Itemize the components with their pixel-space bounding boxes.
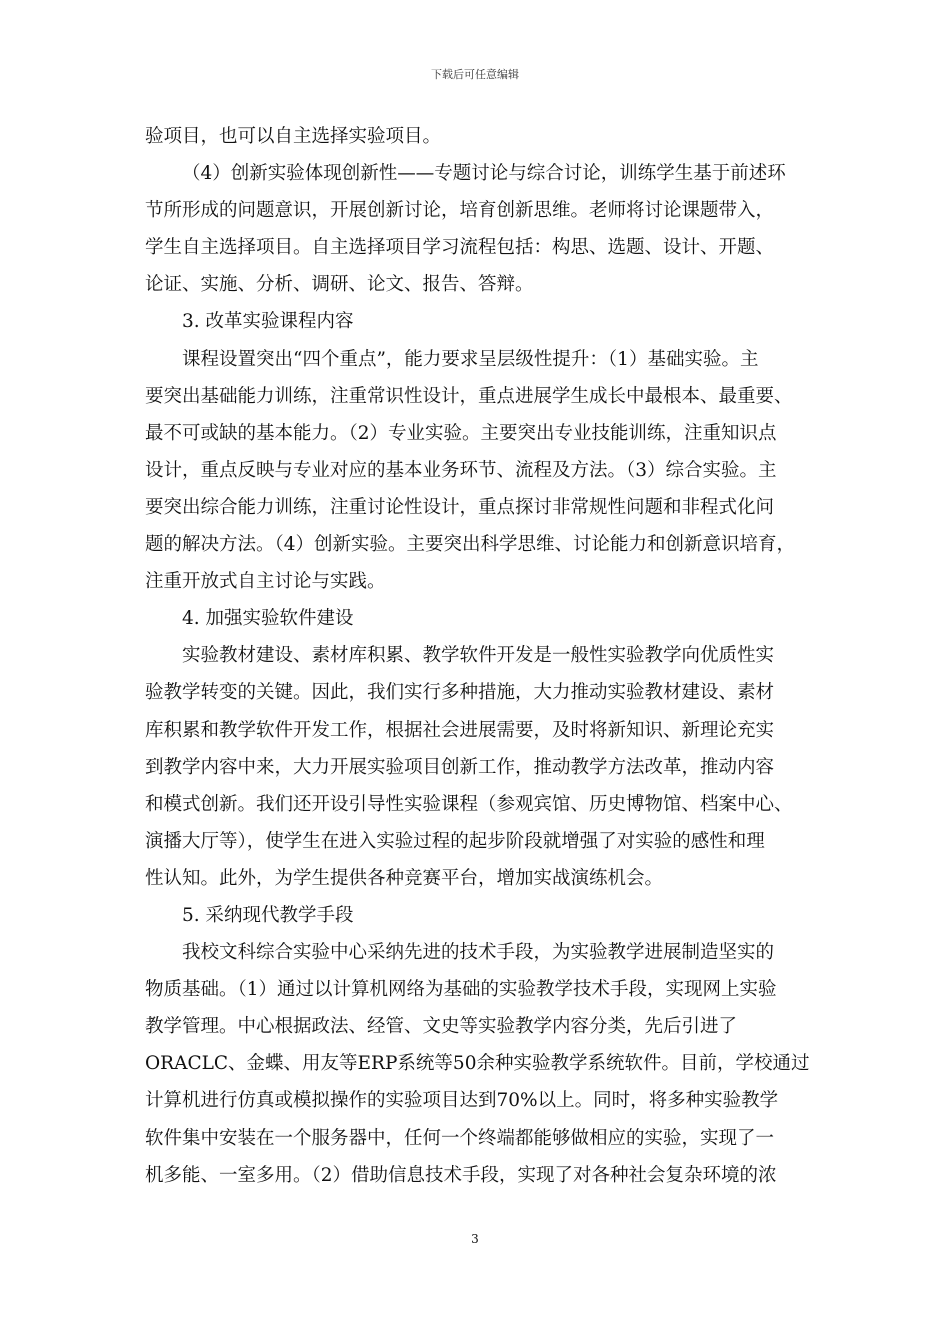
text-line: 和模式创新。我们还开设引导性实验课程（参观宾馆、历史博物馆、档案中心、: [145, 793, 793, 815]
text-line: 计算机进行仿真或模拟操作的实验项目达到70%以上。同时，将多种实验教学: [145, 1090, 779, 1112]
text-line: 题的解决方法。（4）创新实验。主要突出科学思维、讨论能力和创新意识培育，: [145, 534, 796, 556]
text-line: 性认知。此外，为学生提供各种竞赛平台，增加实战演练机会。: [145, 867, 664, 889]
text-line: 教学管理。中心根据政法、经管、文史等实验教学内容分类，先后引进了: [145, 1016, 738, 1038]
text-line: 注重开放式自主讨论与实践。: [145, 571, 386, 593]
text-line: 课程设置突出“四个重点”，能力要求呈层级性提升：（1）基础实验。主: [182, 348, 759, 370]
section-heading: 3. 改革实验课程内容: [182, 311, 354, 333]
text-line: 实验教材建设、素材库积累、教学软件开发是一般性实验教学向优质性实: [182, 645, 775, 667]
text-line: 演播大厅等），使学生在进入实验过程的起步阶段就增强了对实验的感性和理: [145, 830, 765, 852]
text-line: 学生自主选择项目。自主选择项目学习流程包括：构思、选题、设计、开题、: [145, 237, 775, 259]
text-line: 我校文科综合实验中心采纳先进的技术手段，为实验教学进展制造坚实的: [182, 942, 775, 964]
text-line: 节所形成的问题意识，开展创新讨论，培育创新思维。老师将讨论课题带入，: [145, 200, 775, 222]
page-number: 3: [471, 1232, 479, 1246]
section-heading: 4. 加强实验软件建设: [182, 608, 354, 630]
text-line: 验项目，也可以自主选择实验项目。: [145, 126, 442, 147]
text-line: ORACLC、金蝶、用友等ERP系统等50余种实验教学系统软件。目前，学校通过: [145, 1053, 810, 1075]
section-heading: 5. 采纳现代教学手段: [182, 904, 354, 926]
text-line: 要突出基础能力训练，注重常识性设计，重点进展学生成长中最根本、最重要、: [145, 385, 793, 407]
page-header: 下载后可任意编辑: [431, 68, 519, 81]
text-line: 验教学转变的关键。因此，我们实行多种措施，大力推动实验教材建设、素材: [145, 682, 775, 704]
text-line: 设计，重点反映与专业对应的基本业务环节、流程及方法。（3）综合实验。主: [145, 459, 777, 481]
text-line: 物质基础。（1）通过以计算机网络为基础的实验教学技术手段，实现网上实验: [145, 979, 777, 1001]
text-line: 到教学内容中来，大力开展实验项目创新工作，推动教学方法改革，推动内容: [145, 756, 775, 778]
text-line: （4）创新实验体现创新性——专题讨论与综合讨论，训练学生基于前述环: [182, 163, 786, 185]
text-line: 软件集中安装在一个服务器中，任何一个终端都能够做相应的实验，实现了一: [145, 1127, 775, 1149]
body-text: [145, 118, 815, 1194]
text-line: 最不可或缺的基本能力。（2）专业实验。主要突出专业技能训练，注重知识点: [145, 422, 777, 444]
text-line: 论证、实施、分析、调研、论文、报告、答辩。: [145, 274, 534, 296]
text-line: 库积累和教学软件开发工作，根据社会进展需要，及时将新知识、新理论充实: [145, 719, 775, 741]
text-line: 要突出综合能力训练，注重讨论性设计，重点探讨非常规性问题和非程式化问: [145, 496, 775, 518]
text-line: 机多能、一室多用。（2）借助信息技术手段，实现了对各种社会复杂环境的浓: [145, 1164, 777, 1186]
